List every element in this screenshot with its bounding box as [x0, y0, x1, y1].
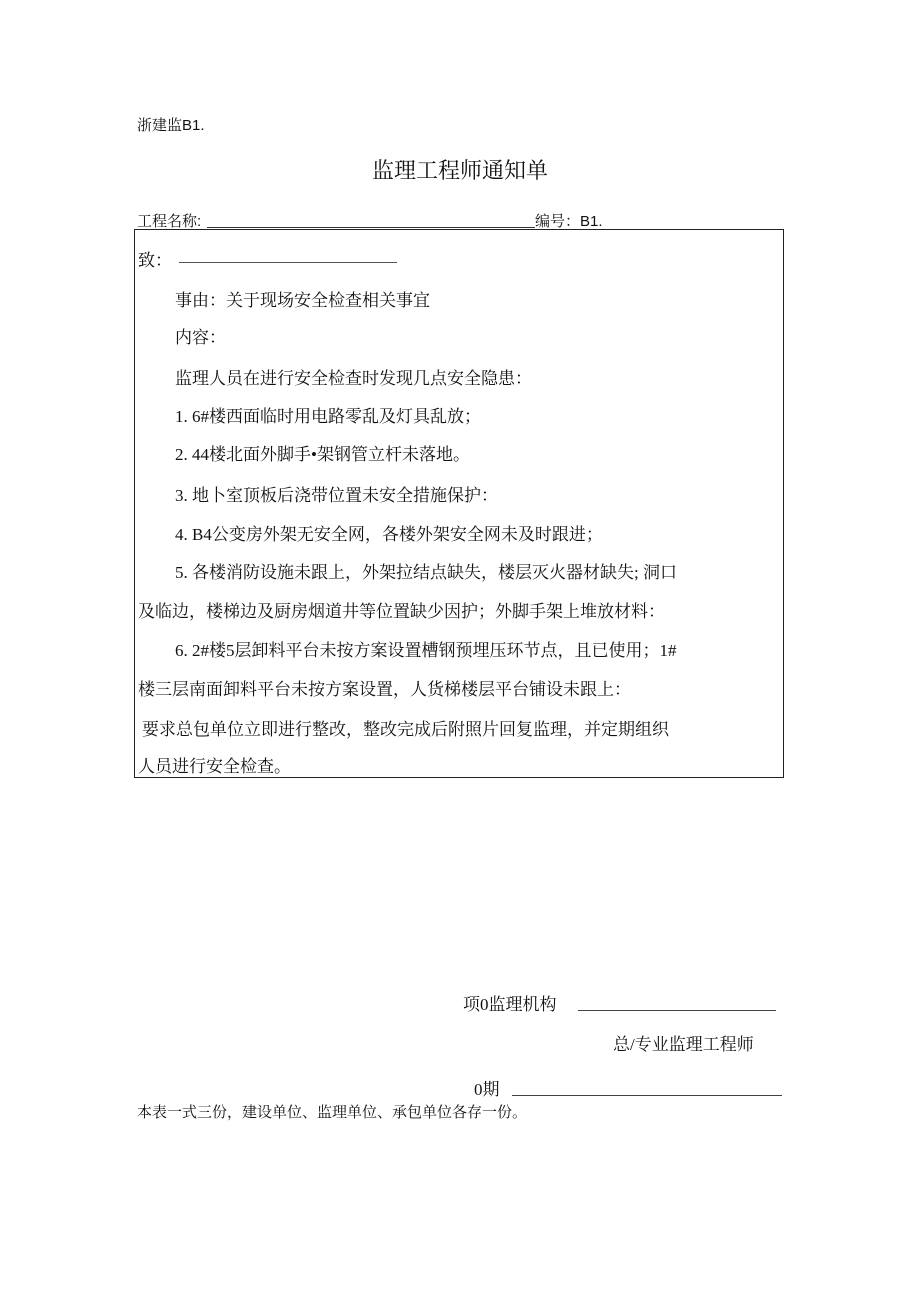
intro-line: 监理人员在进行安全检查时发现几点安全隐患： [175, 369, 532, 388]
date-field [512, 1095, 782, 1096]
requirement-line-continuation: 人员进行安全检查。 [138, 757, 291, 776]
requirement-line: 要求总包单位立即进行整改，整改完成后附照片回复监理，并定期组织 [142, 720, 669, 739]
recipient-field [179, 262, 397, 263]
list-item: 4. B4公变房外架无安全网，各楼外架安全网未及时跟进； [175, 525, 603, 544]
supervision-org-label: 项0监理机构 [463, 995, 557, 1014]
date-label: 0期 [474, 1080, 500, 1099]
list-item: 1. 6#楼西面临时用电路零乱及灯具乱放； [175, 407, 481, 426]
recipient-label: 致： [138, 251, 172, 270]
list-item-continuation: 楼三层南面卸料平台未按方案设置，人货梯楼层平台铺设未跟上： [138, 680, 631, 699]
project-row [137, 210, 785, 230]
list-item: 2. 44楼北面外脚手•架钢管立杆未落地。 [175, 445, 470, 464]
subject-line: 事由：关于现场安全检查相关事宜 [175, 291, 430, 310]
list-item: 5. 各楼消防设施未跟上，外架拉结点缺失，楼层灭火器材缺失; 洞口 [175, 563, 677, 582]
list-item: 6. 2#楼5层卸料平台未按方案设置槽钢预埋压环节点，且已使用；1# [175, 641, 677, 660]
list-item-continuation: 及临边，楼梯边及厨房烟道井等位置缺少因护；外脚手架上堆放材料： [138, 602, 665, 621]
project-name-field [207, 227, 535, 228]
footer-note: 本表一式三份，建设单位、监理单位、承包单位各存一份。 [137, 1105, 528, 1121]
page-title: 监理工程师通知单 [371, 158, 548, 183]
supervision-org-field [578, 1010, 776, 1011]
engineer-label: 总/专业监理工程师 [613, 1035, 754, 1054]
document-number-label: 编号：B1. [535, 213, 603, 230]
list-item: 3. 地卜室顶板后浇带位置未安全措施保护： [175, 486, 498, 505]
project-name-label: 工程名称: [137, 213, 202, 230]
notice-body [134, 229, 784, 778]
content-label: 内容： [175, 328, 226, 347]
form-code: 浙建监B1. [137, 117, 205, 134]
